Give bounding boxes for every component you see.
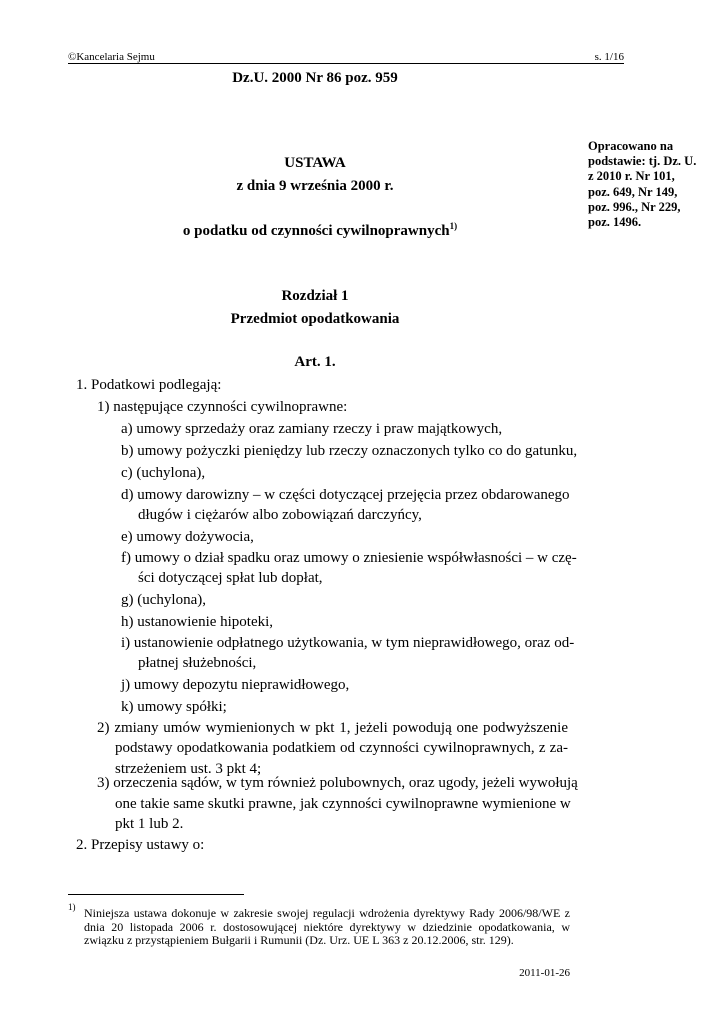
point-3-line3: pkt 1 lub 2. [115,816,184,832]
letter-k: k) umowy spółki; [121,699,227,715]
side-note-line: poz. 1496. [588,215,642,230]
footnote-line3: związku z przystąpieniem Bułgarii i Rumunii (Dz. Urz. UE L 363 z 20.12.2006, str. 129). [84,933,514,947]
footer-date: 2011-01-26 [519,967,570,979]
page-number: s. 1/16 [594,51,624,63]
act-type: USTAWA [284,155,346,171]
paragraph-1: 1. Podatkowi podlegają: [76,377,222,393]
letter-c: c) (uchylona), [121,465,206,481]
footnote-reference[interactable]: 1) [449,221,458,231]
paragraph-2: 2. Przepisy ustawy o: [76,837,205,853]
footnote-line2: dnia 20 listopada 2006 r. dostosowującej niektóre dyrektywy w dziedzinie opodatkowania, w [84,919,570,934]
act-subject-text: o podatku od czynności cywilnoprawnych [182,223,450,239]
act-date: z dnia 9 września 2000 r. [236,178,394,194]
letter-d-line2: długów i ciężarów albo zobowiązań darczyńcy, [138,507,422,523]
side-note-line: poz. 996., Nr 229, [588,199,681,214]
letter-g: g) (uchylona), [121,592,206,608]
side-note-line: Opracowano na [588,139,674,153]
side-note-line: podstawie: tj. Dz. U. [588,154,697,169]
act-subject [150,223,490,240]
letter-e: e) umowy dożywocia, [121,529,254,545]
side-note-line: z 2010 r. Nr 101, [588,169,675,184]
point-1: 1) następujące czynności cywilnoprawne: [97,399,348,415]
letter-b: b) umowy pożyczki pieniędzy lub rzeczy oznaczonych tylko co do gatunku, [121,443,578,459]
letter-i-line1: i) ustanowienie odpłatnego użytkowania, w tym nieprawidłowego, oraz od- [121,635,575,651]
footnote [68,902,570,948]
letter-f-line2: ści dotyczącej spłat lub dopłat, [138,570,323,586]
point-3-line2: one takie same skutki prawne, jak czynności cywilnoprawne wymienione w [115,796,571,812]
letter-i-line2: płatnej służebności, [138,655,257,671]
point-2-line1: 2) zmiany umów wymienionych w pkt 1, jeżeli powodują one podwyższenie [97,720,568,736]
chapter-number: Rozdział 1 [281,288,349,304]
journal-reference: Dz.U. 2000 Nr 86 poz. 959 [232,70,398,86]
letter-f-line1: f) umowy o dział spadku oraz umowy o zniesienie współwłasności – w czę- [121,550,577,566]
footnote-line1: Niniejsza ustawa dokonuje w zakresie swojej regulacji wdrożenia dyrektywy Rady 2006/98/WE z [84,906,570,920]
article-heading: Art. 1. [294,354,336,370]
footnote-divider [68,894,244,895]
chapter-title: Przedmiot opodatkowania [230,311,400,327]
point-2-line2: podstawy opodatkowania podatkiem od czynności cywilnoprawnych, z za- [115,740,568,756]
point-3-line1: 3) orzeczenia sądów, w tym również polubownych, oraz ugody, jeżeli wywołują [97,775,578,791]
letter-a: a) umowy sprzedaży oraz zamiany rzeczy i praw majątkowych, [121,421,503,437]
side-note-line: poz. 649, Nr 149, [588,184,678,199]
side-note [588,139,718,230]
header-left: ©Kancelaria Sejmu [68,51,155,63]
header-divider [68,63,624,64]
letter-j: j) umowy depozytu nieprawidłowego, [121,677,350,693]
footnote-line1-wrap: 1) Niniejsza ustawa dokonuje w zakresie swojej regulacji wdrożenia dyrektywy Rady 2006/98/WE z [68,902,570,920]
point-2-line3: strzeżeniem ust. 3 pkt 4; [115,761,262,777]
letter-h: h) ustanowienie hipoteki, [121,614,274,630]
letter-d-line1: d) umowy darowizny – w części dotyczącej przejęcia przez obdarowanego [121,487,570,503]
